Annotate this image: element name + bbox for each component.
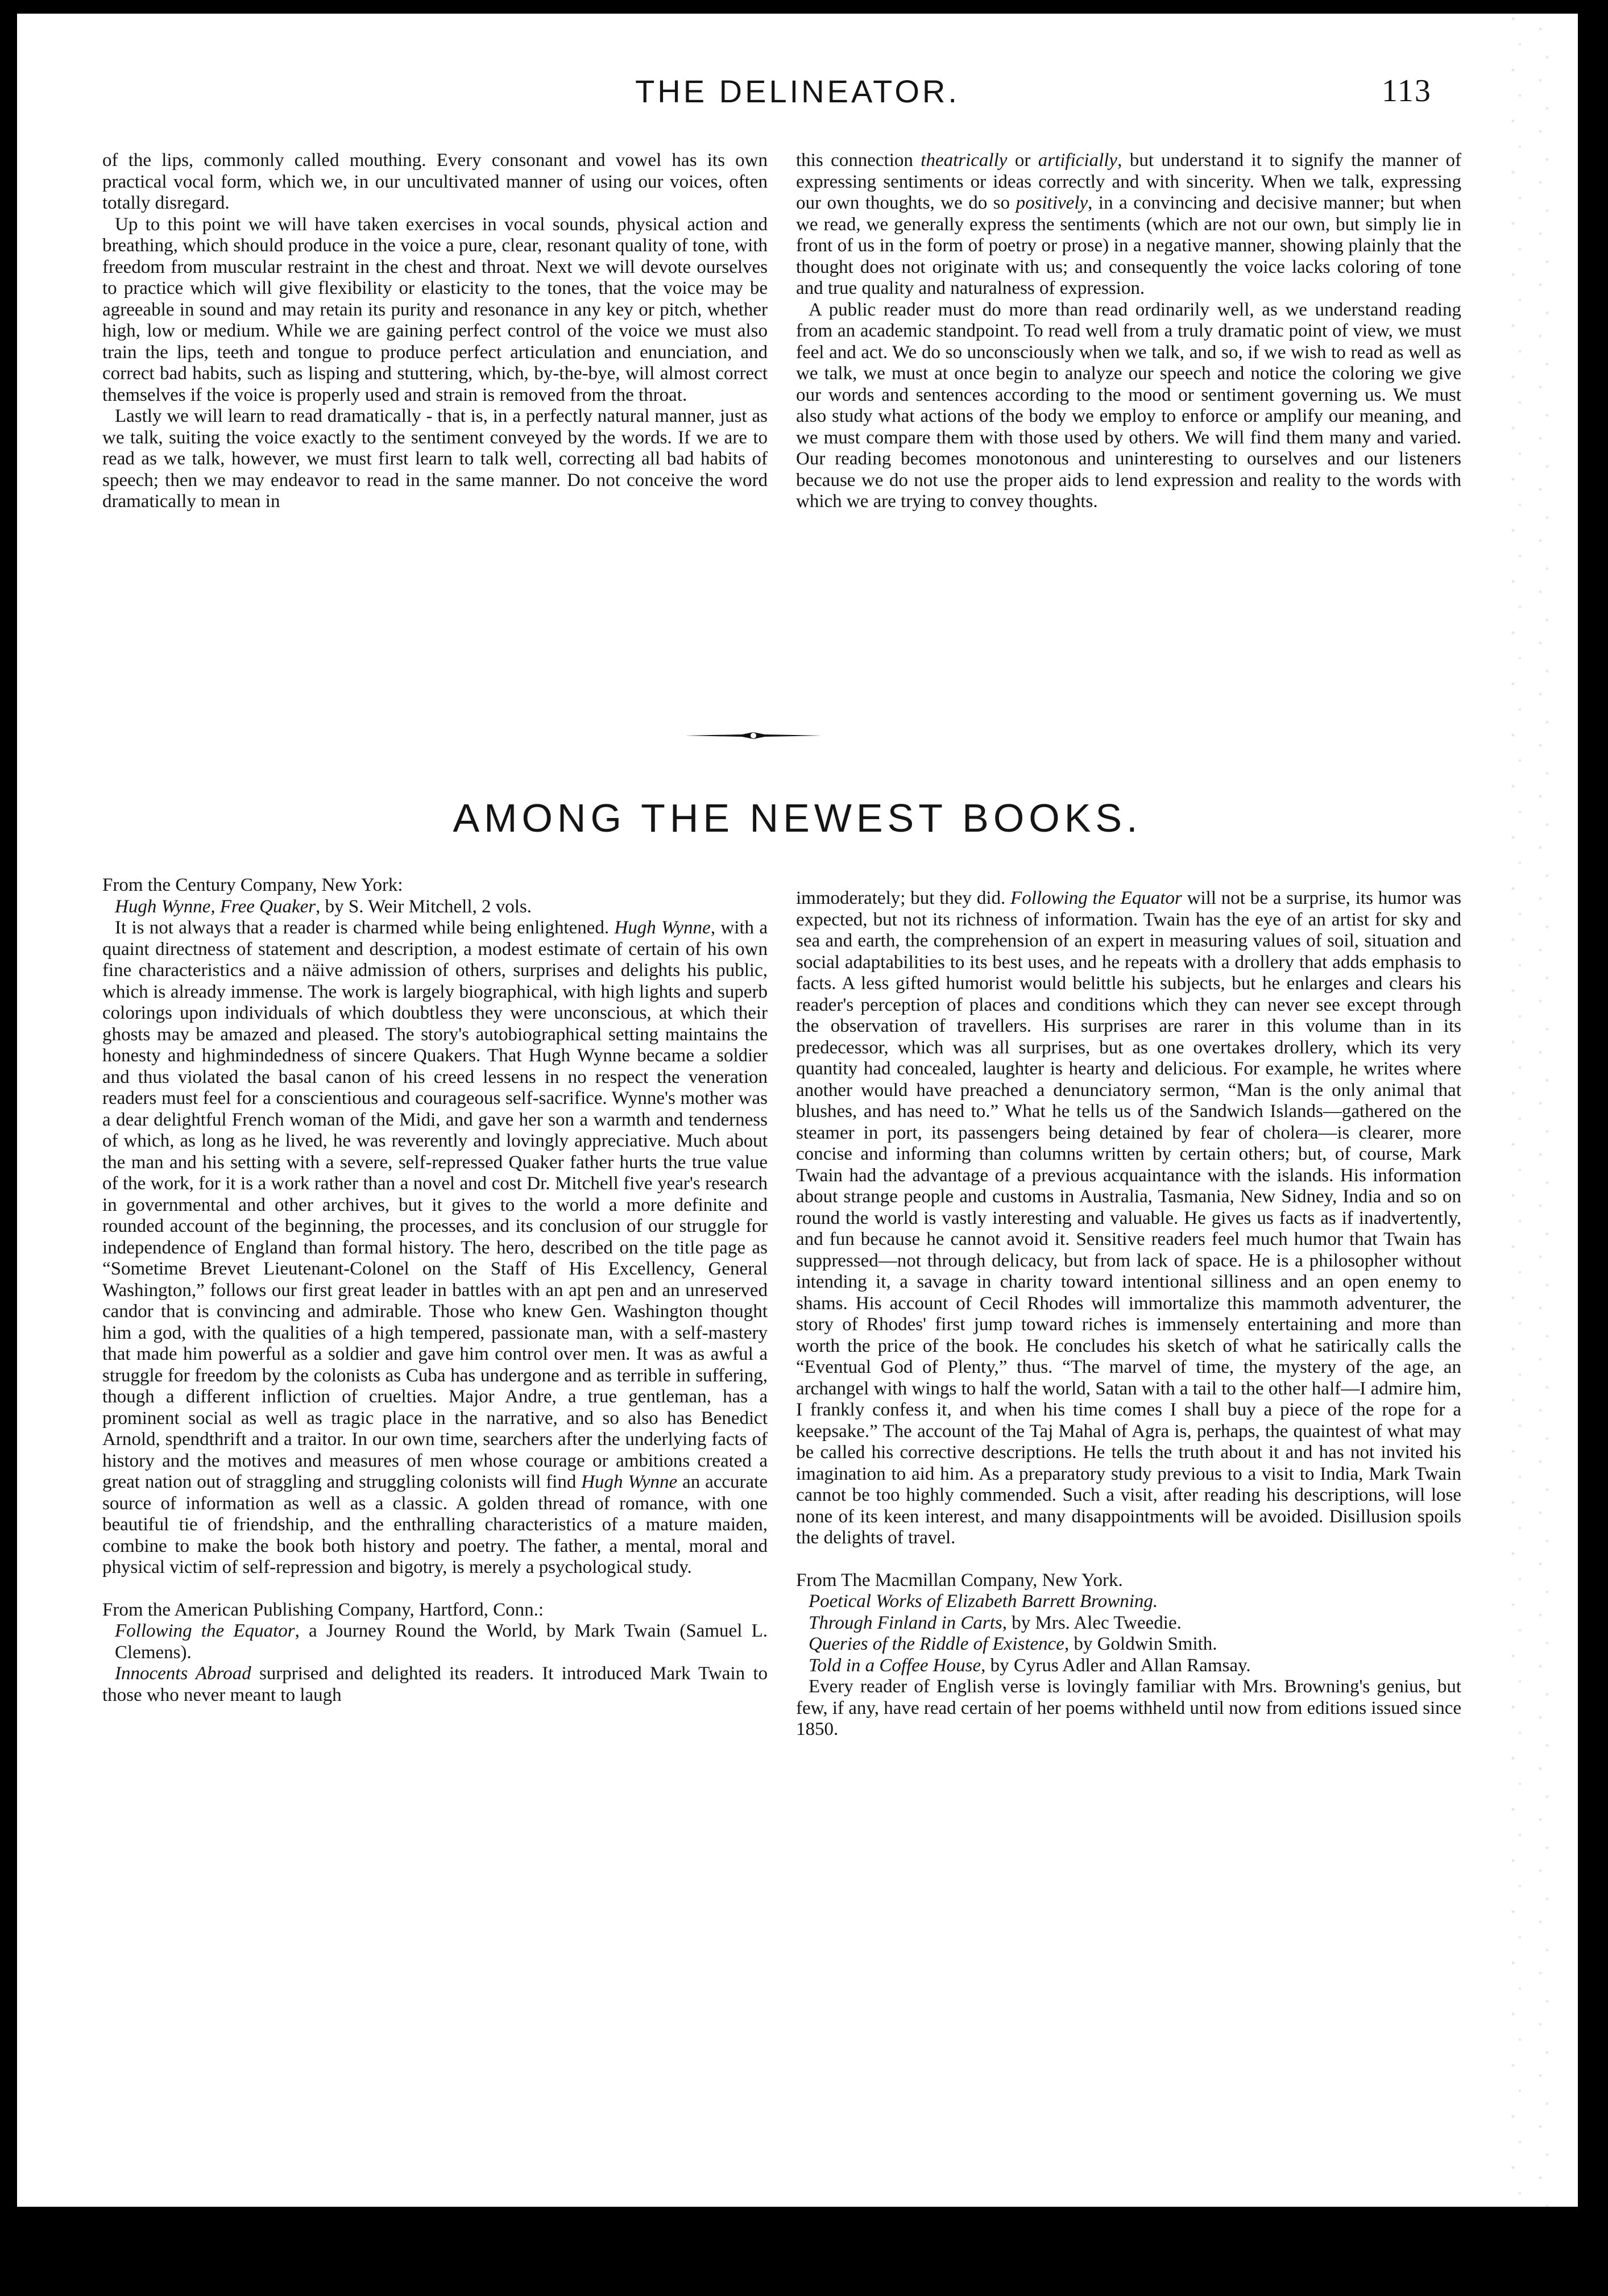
book-title: Poetical Works of Elizabeth Barrett Browning. (809, 1591, 1158, 1612)
text-run: , by S. Weir Mitchell, 2 vols. (316, 896, 532, 917)
article-right-column (796, 150, 1461, 513)
paragraph (796, 150, 1461, 300)
book-title-line (102, 1621, 768, 1663)
emphasis: positively (1016, 193, 1088, 213)
paragraph: of the lips, commonly called mouthing. Every consonant and vowel has its own practical vocal form, which we, in our uncultivated manner of using our voices, often totally disregard. (102, 150, 768, 213)
emphasis: Hugh Wynne (614, 917, 711, 938)
text-run: , by Goldwin Smith. (1064, 1634, 1217, 1654)
text-run: or (1007, 150, 1038, 171)
text-run: , a Journey Round the World, by Mark Twain (Samuel L. Clemens). (115, 1621, 768, 1663)
review-paragraph: Every reader of English verse is lovingly familiar with Mrs. Browning's genius, but few, if any, have read certain of her poems withheld until now from editions issued since 1850. (796, 1676, 1461, 1739)
book-title: Told in a Coffee House (809, 1655, 981, 1676)
paragraph: Lastly we will learn to read dramatically - that is, in a perfectly natural manner, just as we talk, suiting the voice exactly to the sentiment conveyed by the words. If we are to read as we talk, however, we must first learn to talk well, correcting all bad habits of speech; then we may endeavor to read in the same manner. Do not conceive the word dramatically to mean in (102, 406, 768, 512)
book-title: Hugh Wynne, Free Quaker (115, 896, 316, 917)
publisher-line: From the American Publishing Company, Hartford, Conn.: (102, 1599, 544, 1620)
page-edge-texture (1493, 14, 1578, 2207)
text-run: , by Mrs. Alec Tweedie. (1002, 1612, 1182, 1633)
review-paragraph (102, 917, 768, 1579)
text-run: , by Cyrus Adler and Allan Ramsay. (981, 1655, 1251, 1676)
review-paragraph (796, 888, 1461, 1549)
reviews-right-column (796, 888, 1461, 1741)
book-title: Queries of the Riddle of Existence (809, 1634, 1064, 1654)
book-title: Following the Equator (115, 1621, 295, 1641)
scan-bottom-margin (0, 2207, 1608, 2296)
emphasis: Hugh Wynne (581, 1472, 678, 1492)
emphasis: artificially (1038, 150, 1118, 171)
magazine-page (17, 14, 1578, 2207)
text-run: immoderately; but they did. (796, 888, 1011, 908)
text-run: will not be a surprise, its humor was expected, but not its richness of information. Twain has the eye of an artist for sky and sea and earth, the comprehension of an expert in measuring values of soil, situation and social adaptabilities to its best uses, and he repeats with a drollery that adds emphasis to facts. A less gifted humorist would belittle his subjects, but he enlarges and clears his reader's perception of places and conditions which they can never see except through the observation of travellers. His surprises are rarer in this volume than in its predecessor, which was all surprises, but as one overtakes drollery, which its very quantity had concealed, laughter is hearty and delicious. For example, he writes where another would have preached a denunciatory sermon, “Man is the only animal that blushes, and has need to.” What he tells us of the Sandwich Islands—gathered on the steamer in port, its passengers being detained by fear of cholera—is clearer, more concise and informing than columns written by certain others; but, of course, Mark Twain had the advantage of a previous acquaintance with the islands. His information about strange people and customs in Australia, Tasmania, New Sidney, India and so on round the world is vastly interesting and valuable. He gives us facts as if inadvertently, and fun because he cannot avoid it. Sensitive readers feel much humor that Twain has suppressed—not through delicacy, but from lack of space. He is a philosopher without intending it, a savage in charity toward intentional silliness and an open enemy to shams. His account of Cecil Rhodes will immortalize this mammoth adventurer, the story of Rhodes' first jump toward riches is immensely entertaining and more than worth the price of the book. He concludes his sketch of what he satirically calls the “Eventual God of Plenty,” thus. “The marvel of time, the mystery of the age, an archangel with wings to half the world, Satan with a tail to the other half—I admire him, I frankly confess it, and when his time comes I shall buy a piece of the rope for a keepsake.” The account of the Taj Mahal of Agra is, perhaps, the quaintest of what may be called his corrective descriptions. He tells the truth about it and has not invited his imagination to aid him. As a preparatory study previous to a visit to India, Mark Twain cannot be too highly commended. Such a visit, after reading his descriptions, will lose none of its keen interest, and many disappointments will be avoided. Disillusion spoils the delights of travel. (796, 888, 1462, 1548)
review-paragraph (102, 1663, 768, 1706)
book-title: Through Finland in Carts (809, 1612, 1002, 1633)
reviews-left-column (102, 875, 768, 1706)
text-run: an accurate source of information as well as a classic. A golden thread of romance, with one beautiful tie of friendship, and the enthralling characteristics of a mature maiden, combine to make the book both history and poetry. The father, a mental, moral and physical victim of self-repression and bigotry, is merely a psychological study. (102, 1472, 768, 1577)
emphasis: Following the Equator (1010, 888, 1182, 908)
publisher-line: From the Century Company, New York: (102, 875, 403, 895)
text-run: , in a convincing and decisive manner; but when we read, we generally express the sentiments (which are not our own, but simply lie in front of us in the form of poetry or prose) in a negative manner, showing plainly that the thought does not originate with us; and consequently the voice lacks coloring of tone and true quality and naturalness of expression. (796, 193, 1461, 298)
book-title-line (796, 1655, 1461, 1677)
paragraph: A public reader must do more than read ordinarily well, as we understand reading from an academic standpoint. To read well from a truly dramatic point of view, we must feel and act. We do so unconsciously when we talk, and so, if we wish to read as well as we talk, we must at once begin to analyze our speech and notice the coloring we give our words and sentences according to the mood or sentiment governing us. We must also study what actions of the body we employ to enforce or amplify our meaning, and we must compare them with those used by others. We will find them many and varied. Our reading becomes monotonous and uninteresting to ourselves and our listeners because we do not use the proper aids to lend expression and reality to the words with which we are trying to convey thoughts. (796, 299, 1461, 512)
article-left-column (102, 150, 768, 513)
running-title: THE DELINEATOR. (635, 73, 960, 109)
emphasis: Innocents Abroad (115, 1663, 251, 1684)
emphasis: theatrically (921, 150, 1008, 171)
ornamental-divider (685, 729, 822, 742)
book-title-line (102, 896, 768, 918)
publisher-line: From The Macmillan Company, New York. (796, 1570, 1123, 1591)
page-number: 113 (1382, 73, 1432, 109)
section-heading: AMONG THE NEWEST BOOKS. (453, 796, 1142, 840)
text-run: , with a quaint directness of statement and description, a modest estimate of certain of his own fine characteristics and a näive admission of others, surprises and delights his public, which is already immense. The work is largely biographical, with high lights and superb colorings upon individuals of which doubtless they were unconscious, at which their ghosts may be amazed and pleased. The story's autobiographical setting maintains the honesty and highmindedness of sincere Quakers. That Hugh Wynne became a soldier and thus violated the basal canon of his creed lessens in no respect the veneration readers must feel for a conscientious and courageous self-sacrifice. Wynne's mother was a dear delightful French woman of the Midi, and gave her son a warmth and tenderness of which, as long as he lived, he was reverently and lovingly appreciative. Much about the man and his setting with a severe, self-repressed Quaker father hurts the true value of the work, for it is a work rather than a novel and cost Dr. Mitchell five year's research in governmental and other archives, but it gives to the world a more definite and rounded account of the beginning, the processes, and its conclusion of our struggle for independence of England than formal history. The hero, described on the title page as “Sometime Brevet Lieutenant-Colonel on the Staff of His Excellency, General Washington,” follows our first great leader in battles with an apt pen and an unreserved candor that is convincing and admirable. Those who knew Gen. Washington thought him a god, with the qualities of a high tempered, passionate man, with a self-mastery that made him powerful as a soldier and gave him control over men. It was as awful a struggle for freedom by the colonists as Cuba has undergone and as terrible in suffering, though a different infliction of cruelties. Major Andre, a true gentleman, has a prominent social as well as tragic place in the narrative, and so also has Benedict Arnold, spendthrift and a traitor. In our own time, searchers after the underlying facts of history and the motives and measures of men whose courage or ambitions created a great nation out of straggling and struggling colonists will find (102, 917, 768, 1492)
text-run: surprised and delighted its readers. It introduced Mark Twain to those who never meant to laugh (102, 1663, 768, 1705)
paragraph: Up to this point we will have taken exercises in vocal sounds, physical action and breathing, which should produce in the voice a pure, clear, resonant quality of tone, with freedom from muscular restraint in the chest and throat. Next we will devote ourselves to practice which will give flexibility or elasticity to the tones, that the voice may be agreeable in sound and may retain its purity and resonance in any key or pitch, whether high, low or medium. While we are gaining perfect control of the voice we must also train the lips, teeth and tongue to produce perfect articulation and enunciation, and correct bad habits, such as lisping and stuttering, which, by-the-bye, will almost correct themselves if the voice is properly used and strain is removed from the throat. (102, 214, 768, 405)
book-title-line (796, 1591, 1461, 1613)
book-title-line (796, 1613, 1461, 1634)
text-run: , but understand it to signify the manner of expressing sentiments or ideas correctly and with sincerity. When we talk, expressing our own thoughts, we do so (796, 150, 1461, 213)
page-header (17, 73, 1578, 118)
book-title-line (796, 1634, 1461, 1655)
text-run: It is not always that a reader is charmed while being enlightened. (115, 917, 615, 938)
text-run: this connection (796, 150, 921, 171)
